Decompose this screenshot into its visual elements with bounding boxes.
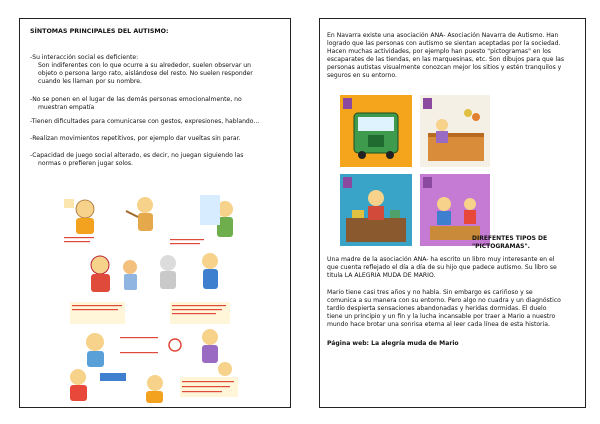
pictogram-workshop bbox=[340, 174, 412, 246]
symptoms-infographic bbox=[60, 187, 250, 405]
book-line-3: titula LA ALEGRIA MUDA DE MARIO. bbox=[327, 272, 436, 279]
right-page bbox=[319, 18, 586, 408]
symptom-3-head: -Tienen dificultades para comunicarse con gestos, expresiones, hablando... bbox=[30, 118, 260, 125]
symptom-5-line-1: normas o prefieren jugar solos. bbox=[38, 160, 133, 167]
symptom-4-head: -Realizan movimientos repetitivos, por ejemplo dar vueltas sin parar. bbox=[30, 135, 241, 142]
symptom-2-head: -No se ponen en el lugar de las demás personas emocionalmente, no bbox=[30, 96, 242, 103]
intro-line-1: En Navarra existe una asociación ANA- Asociación Navarra de Autismo. Han bbox=[327, 32, 559, 39]
pictograms-caption bbox=[472, 235, 552, 250]
symptom-1-line-3: cuando les llaman por su nombre. bbox=[38, 78, 142, 85]
symptom-1-line-2: objeto o persona largo rato, aislándose del resto. No suelen responder bbox=[38, 70, 253, 77]
mario-line-3: tardío despierta sensaciones abandonadas y heridas dormidas. El duelo bbox=[327, 305, 547, 312]
mario-line-1: Mario tiene casi tres años y no habla. Sin embargo es cariñoso y se bbox=[327, 289, 533, 296]
intro-line-6: seguros en su entorno. bbox=[327, 72, 397, 79]
symptom-1-head: -Su interacción social es deficiente: bbox=[30, 54, 139, 61]
intro-line-3: Hacen muchas actividades, por ejemplo han puesto "pictogramas" en los bbox=[327, 48, 551, 55]
pictogram-market bbox=[420, 95, 490, 167]
mario-line-2: comunica a su manera con su entorno. Pero algo no cuadra y un diagnóstico bbox=[327, 297, 561, 304]
web-link[interactable]: Página web: La alegría muda de Mario bbox=[327, 340, 459, 347]
left-page bbox=[19, 18, 291, 408]
intro-line-5: personas autistas visualmente conozcan mejor los sitios y estén tranquilos y bbox=[327, 64, 562, 71]
mario-line-5: mundo hace brotar una sonrisa eterna al leer cada línea de esta historia. bbox=[327, 321, 550, 328]
symptom-5-head: -Capacidad de juego social alterado, es decir, no juegan siguiendo las bbox=[30, 152, 244, 159]
symptom-1-line-1: Son indiferentes con lo que ocurre a su alrededor, suelen observar un bbox=[38, 62, 252, 69]
book-line-2: que cuenta reflejado el día a día de su hijo que padece autismo. Su libro se bbox=[327, 264, 557, 271]
intro-line-4: escaparates de las tiendas, en las marquesinas, etc. Son dibujos para que las bbox=[327, 56, 565, 63]
book-line-1: Una madre de la asociación ANA- ha escrito un libro muy interesante en el bbox=[327, 256, 555, 263]
pictogram-bus bbox=[340, 95, 412, 167]
caption-line-1: DIREFENTES TIPOS DE bbox=[472, 235, 548, 242]
intro-line-2: logrado que las personas con autismo se sientan aceptadas por la sociedad. bbox=[327, 40, 561, 47]
page-title: SÍNTOMAS PRINCIPALES DEL AUTISMO: bbox=[30, 28, 169, 35]
mario-line-4: tiene un principio y un fin y la lucha incansable por traer a Mario a nuestro bbox=[327, 313, 556, 320]
symptom-2-line-1: muestran empatía bbox=[38, 104, 95, 111]
caption-line-2: "PICTOGRAMAS". bbox=[472, 242, 530, 250]
